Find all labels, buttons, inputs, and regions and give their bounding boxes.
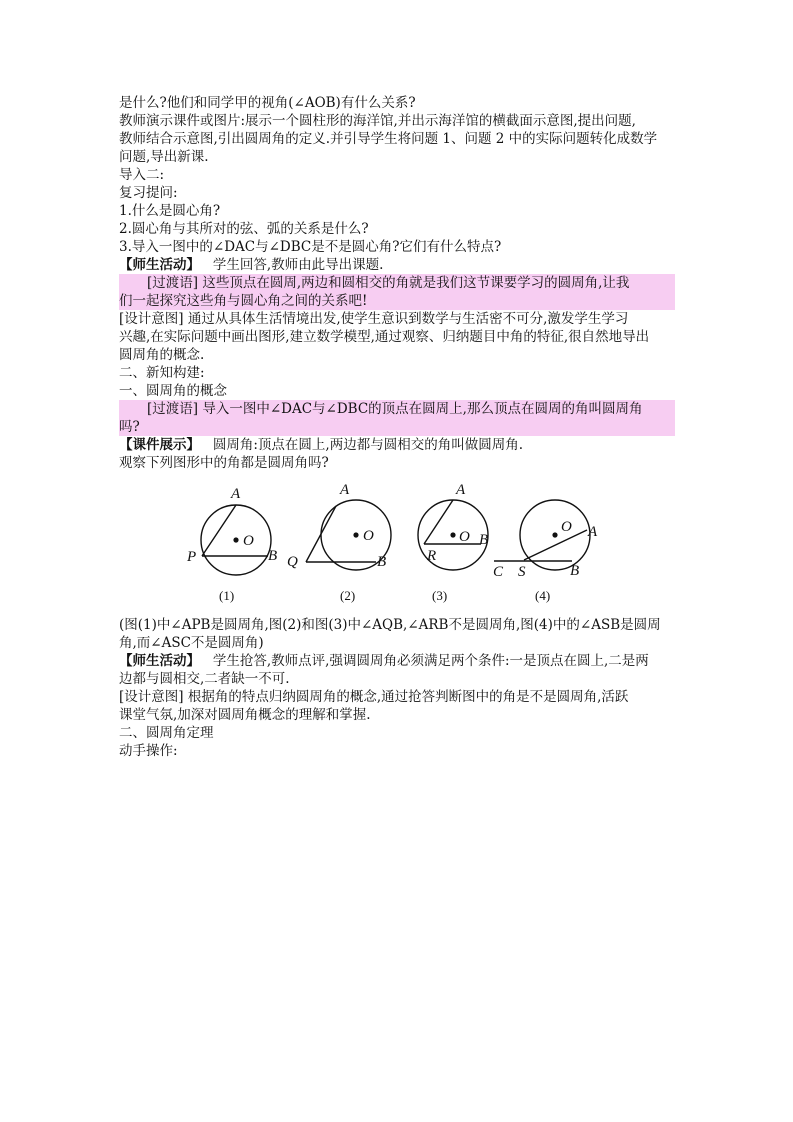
fig4-label-o: O — [561, 519, 572, 535]
answer-line: 角,而∠ASC不是圆周角) — [119, 635, 264, 651]
design-intent-line: [设计意图] 通过从具体生活情境出发,使学生意识到数学与生活密不可分,激发学生学习 — [119, 311, 629, 327]
fig1-label-p: P — [187, 549, 197, 565]
fig3-caption: (3) — [432, 588, 448, 603]
activity-tag: 【师生活动】 — [119, 653, 200, 669]
question-item: 2.圆心角与其所对的弦、弧的关系是什么? — [119, 221, 369, 237]
fig1-caption: (1) — [219, 588, 235, 603]
text-line: 观察下列图形中的角都是圆周角吗? — [119, 455, 329, 471]
fig2-label-b: B — [377, 554, 387, 570]
fig1-center-dot — [233, 537, 238, 542]
fig4-label-b: B — [570, 563, 580, 579]
courseware-line — [119, 436, 675, 454]
question-item: 1.什么是圆心角? — [119, 203, 221, 219]
transition-line: 们一起探究这些角与圆心角之间的关系吧! — [119, 292, 675, 310]
fig3-label-o: O — [459, 529, 470, 545]
text-line: 课堂气氛,加深对圆周角概念的理解和掌握. — [119, 707, 371, 723]
fig3-label-a: A — [456, 482, 466, 498]
answer-line: (图(1)中∠APB是圆周角,图(2)和图(3)中∠AQB,∠ARB不是圆周角,图(4)中的∠ASB是圆周 — [119, 617, 661, 633]
transition-line: [过渡语] 导入一图中∠DAC与∠DBC的顶点在圆周上,那么顶点在圆周的角叫圆周角 — [119, 400, 675, 418]
transition-line: [过渡语] 这些顶点在圆周,两边和圆相交的角就是我们这节课要学习的圆周角,让我 — [119, 274, 675, 292]
fig1-label-o: O — [243, 533, 254, 549]
fig2-label-q: Q — [287, 554, 298, 570]
fig3-center-dot — [450, 532, 455, 537]
section-heading: 导入二: — [119, 167, 165, 183]
text-line: 教师结合示意图,引出圆周角的定义.并引导学生将问题 1、问题 2 中的实际问题转化成数学 — [119, 131, 658, 147]
document-page — [119, 94, 675, 760]
section-heading: 二、圆周角定理 — [119, 725, 214, 741]
fig4-label-a: A — [588, 524, 598, 540]
fig3-line-ra — [424, 500, 453, 544]
fig2-label-o: O — [363, 528, 374, 544]
fig1-chord-pa — [202, 505, 236, 556]
text-line: 圆周角的概念. — [119, 347, 205, 363]
section-heading: 二、新知构建: — [119, 365, 205, 381]
text-line: 边都与圆相交,二者缺一不可. — [119, 671, 290, 687]
design-intent-line: [设计意图] 根据角的特点归纳圆周角的概念,通过抢答判断图中的角是不是圆周角,活跃 — [119, 689, 629, 705]
activity-text: 学生抢答,教师点评,强调圆周角必须满足两个条件:一是顶点在圆上,二是两 — [212, 653, 649, 669]
figures-svg — [175, 476, 615, 612]
fig2-label-a: A — [340, 482, 350, 498]
text-line: 是什么?他们和同学甲的视角(∠AOB)有什么关系? — [119, 95, 416, 111]
fig3-label-b: B — [479, 532, 489, 548]
fig4-label-c: C — [493, 564, 504, 580]
transition-line: 吗? — [119, 418, 675, 436]
fig1-label-a: A — [231, 486, 241, 502]
activity-text: 学生回答,教师由此导出课题. — [212, 257, 384, 273]
activity-line — [119, 256, 675, 274]
fig2-center-dot — [353, 532, 358, 537]
fig4-label-s: S — [518, 564, 526, 580]
courseware-text: 圆周角:顶点在圆上,两边都与圆相交的角叫做圆周角. — [212, 437, 524, 453]
activity-tag: 【师生活动】 — [119, 257, 200, 273]
fig4-caption: (4) — [535, 588, 551, 603]
fig2-caption: (2) — [340, 588, 356, 603]
text-line: 教师演示课件或图片:展示一个圆柱形的海洋馆,并出示海洋馆的横截面示意图,提出问题, — [119, 113, 636, 129]
fig2-line-qa — [306, 506, 336, 562]
fig4-center-dot — [552, 532, 557, 537]
text-line: 问题,导出新课. — [119, 149, 209, 165]
text-line: 兴趣,在实际问题中画出图形,建立数学模型,通过观察、归纳题目中角的特征,很自然地导出 — [119, 329, 650, 345]
text-line: 动手操作: — [119, 743, 178, 759]
section-heading: 一、圆周角的概念 — [119, 383, 227, 399]
question-item: 3.导入一图中的∠DAC与∠DBC是不是圆心角?它们有什么特点? — [119, 239, 502, 255]
fig3-label-r: R — [427, 548, 437, 564]
circle-figures — [119, 476, 675, 612]
activity-line — [119, 652, 675, 670]
fig1-label-b: B — [268, 548, 278, 564]
courseware-tag: 【课件展示】 — [119, 437, 200, 453]
text-line: 复习提问: — [119, 185, 178, 201]
